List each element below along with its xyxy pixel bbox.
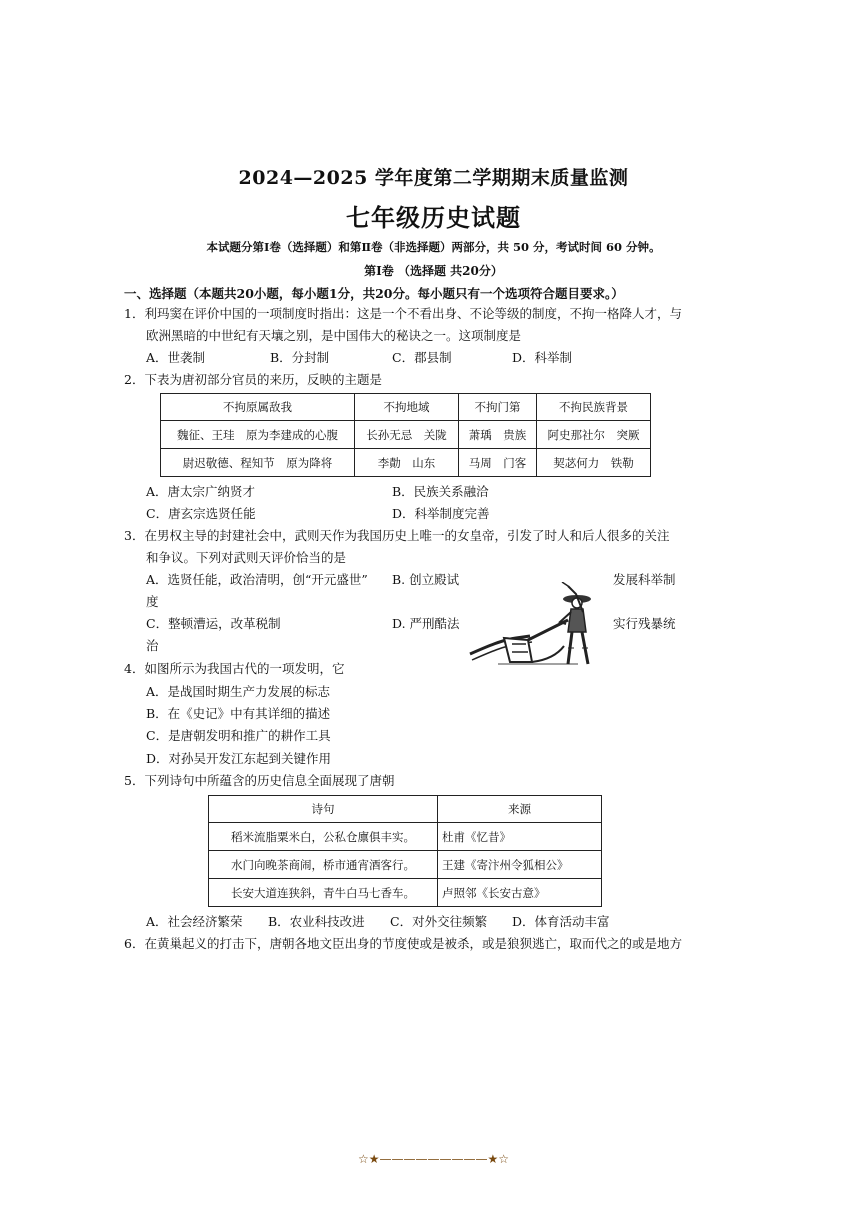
q4-option-a: A．是战国时期生产力发展的标志 xyxy=(146,684,331,699)
q4-stem: 4．如图所示为我国古代的一项发明，它 xyxy=(124,661,345,676)
exam-title: 2024—2025 学年度第二学期期末质量监测 xyxy=(238,167,629,189)
table-row xyxy=(209,851,602,879)
table-row xyxy=(161,449,651,477)
table-cell: 王建《寄汴州令狐相公》 xyxy=(438,851,602,879)
table-cell: 长孙无忌 关陇 xyxy=(355,421,459,449)
q2-option-b: B．民族关系融洽 xyxy=(392,484,489,499)
exam-intro: 本试题分第Ⅰ卷（选择题）和第Ⅱ卷（非选择题）两部分，共 50 分，考试时间 60 分钟。 xyxy=(206,240,661,254)
exam-subtitle: 七年级历史试题 xyxy=(346,203,521,232)
table-header-cell: 来源 xyxy=(438,796,602,823)
volume-heading: 第Ⅰ卷 （选择题 共20分） xyxy=(364,264,503,278)
table-row xyxy=(161,421,651,449)
table-row xyxy=(209,823,602,851)
q2-option-c: C．唐玄宗选贤任能 xyxy=(146,506,256,521)
table-cell: 尉迟敬德、程知节 原为降将 xyxy=(161,449,355,477)
q2-table xyxy=(160,393,651,477)
q5-option-c: C．对外交往频繁 xyxy=(390,914,488,929)
table-row xyxy=(209,879,602,907)
q3-stem-line1: 3．在男权主导的封建社会中，武则天作为我国历史上唯一的女皇帝，引发了时人和后人很多的关注 xyxy=(124,528,670,543)
table-cell: 杜甫《忆昔》 xyxy=(438,823,602,851)
table-header-cell: 不拘地域 xyxy=(355,394,459,421)
table-cell: 萧瑀 贵族 xyxy=(459,421,537,449)
q1-option-b: B．分封制 xyxy=(270,350,330,365)
q5-option-a: A．社会经济繁荣 xyxy=(146,914,243,929)
q3-option-d: D. 严刑酷法 xyxy=(392,616,460,631)
q3-option-b-tail: 度 xyxy=(146,594,159,609)
table-cell: 稻米流脂粟米白，公私仓廪俱丰实。 xyxy=(209,823,438,851)
q3-option-d-cont: 实行残暴统 xyxy=(613,616,676,631)
table-cell: 契苾何力 铁勒 xyxy=(537,449,651,477)
table-cell: 李勣 山东 xyxy=(355,449,459,477)
section-heading: 一、选择题（本题共20小题，每小题1分，共20分。每小题只有一个选项符合题目要求。） xyxy=(124,286,624,301)
q5-table xyxy=(208,795,602,907)
table-header-cell: 不拘门第 xyxy=(459,394,537,421)
table-header-cell: 不拘民族背景 xyxy=(537,394,651,421)
q1-option-a: A．世袭制 xyxy=(146,350,206,365)
q1-stem-line1: 1．利玛窦在评价中国的一项制度时指出：这是一个不看出身、不论等级的制度，不拘一格降人才，与 xyxy=(124,306,682,321)
table-header-row xyxy=(161,394,651,421)
q5-option-d: D．体育活动丰富 xyxy=(512,914,610,929)
q2-option-d: D．科举制度完善 xyxy=(392,506,490,521)
q3-option-d-tail: 治 xyxy=(146,638,159,653)
q2-option-a: A．唐太宗广纳贤才 xyxy=(146,484,256,499)
table-header-row xyxy=(209,796,602,823)
q5-stem: 5．下列诗句中所蕴含的历史信息全面展现了唐朝 xyxy=(124,773,395,788)
table-cell: 水门向晚茶商闹，桥市通宵酒客行。 xyxy=(209,851,438,879)
table-header-cell: 不拘原属敌我 xyxy=(161,394,355,421)
q3-option-b-cont: 发展科举制 xyxy=(613,572,676,587)
q3-option-b: B. 创立殿试 xyxy=(392,572,460,587)
q1-stem-line2: 欧洲黑暗的中世纪有天壤之别，是中国伟大的秘诀之一。这项制度是 xyxy=(146,328,522,343)
q5-option-b: B．农业科技改进 xyxy=(268,914,365,929)
q6-stem-line1: 6．在黄巢起义的打击下，唐朝各地文臣出身的节度使或是被杀，或是狼狈逃亡，取而代之的或是地方 xyxy=(124,936,682,951)
q3-option-c: C．整顿漕运，改革税制 xyxy=(146,616,281,631)
table-header-cell: 诗句 xyxy=(209,796,438,823)
page-footer-ornament: ☆★—————————★☆ xyxy=(357,1152,510,1166)
q4-option-c: C．是唐朝发明和推广的耕作工具 xyxy=(146,728,331,743)
table-cell: 魏征、王珪 原为李建成的心腹 xyxy=(161,421,355,449)
table-cell: 马周 门客 xyxy=(459,449,537,477)
q4-option-b: B．在《史记》中有其详细的描述 xyxy=(146,706,331,721)
q3-stem-line2: 和争议。下列对武则天评价恰当的是 xyxy=(146,550,347,565)
q1-option-d: D．科举制 xyxy=(512,350,573,365)
q4-option-d: D．对孙吴开发江东起到关键作用 xyxy=(146,751,332,766)
q3-option-a: A．选贤任能，政治清明，创“开元盛世” xyxy=(146,572,368,587)
q1-option-c: C．郡县制 xyxy=(392,350,452,365)
table-cell: 长安大道连狭斜，青牛白马七香车。 xyxy=(209,879,438,907)
plow-farmer-illustration xyxy=(468,582,608,668)
table-cell: 阿史那社尔 突厥 xyxy=(537,421,651,449)
q2-stem: 2．下表为唐初部分官员的来历，反映的主题是 xyxy=(124,372,382,387)
table-cell: 卢照邻《长安古意》 xyxy=(438,879,602,907)
